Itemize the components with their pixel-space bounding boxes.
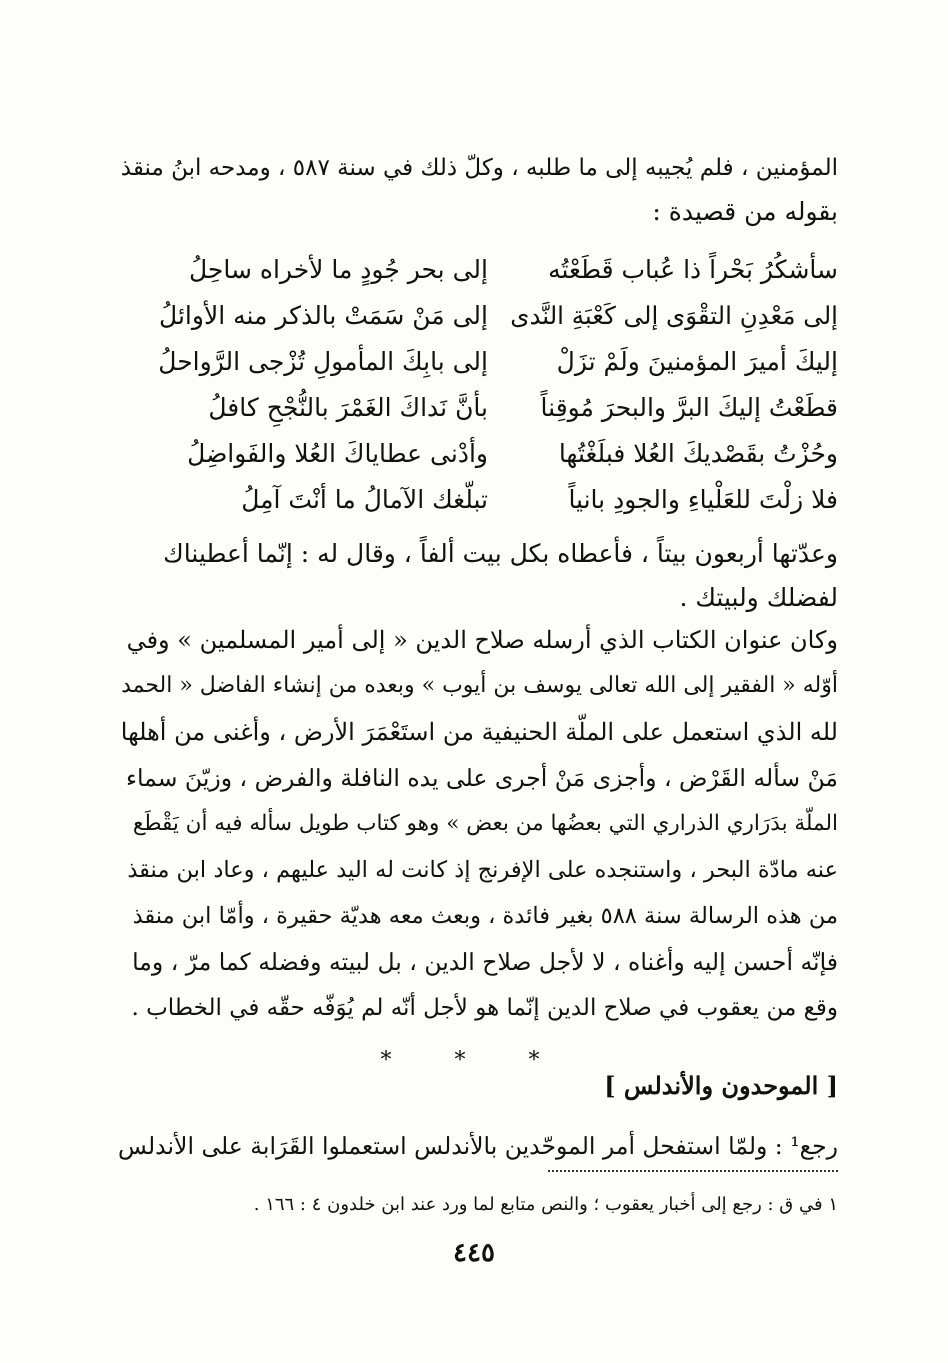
verse-second-hemistich: بأنَّ نَداكَ الغَمْرَ بالنُّجْحِ كافلُ <box>208 393 488 422</box>
verse-first-hemistich: وحُزْتُ بقَصْديكَ العُلا فبلَغْتُها <box>558 439 838 468</box>
verse-second-hemistich: إلى مَنْ سَمَتْ بالذكر منه الأوائلُ <box>159 301 488 330</box>
verse-second-hemistich: إلى بحر جُودٍ ما لأخراه ساحِلُ <box>188 255 488 284</box>
text-line: المؤمنين ، فلم يُجيبه إلى ما طلبه ، وكلّ ذلك في سنة ٥٨٧ ، ومدحه ابنُ منقذ <box>120 155 838 181</box>
section-heading: [ الموحدون والأندلس ] <box>604 1071 838 1100</box>
text-line: وكان عنوان الكتاب الذي أرسله صلاح الدين « إلى أمير المسلمين » وفي <box>126 626 838 654</box>
verse-line <box>138 250 838 296</box>
text-line: وقع من يعقوب في صلاح الدين إنّما هو لأجل أنّه لم يُوَفّه حقّه في الخطاب . <box>131 995 838 1021</box>
text-line: مَنْ سأله القَرْض ، وأجزى مَنْ أجرى على يده النافلة والفرض ، وزيّنَ سماء <box>125 764 838 792</box>
section-separator: * * * <box>380 1048 568 1073</box>
text-line: لفضلك ولبيتك . <box>679 583 838 612</box>
text-line: الملّة بدَرَاري الذراري التي بعضُها من بعض » وهو كتاب طويل سأله فيه أن يَقْطَع <box>132 811 838 836</box>
text-line: رجع¹ : ولمّا استفحل أمر الموحّدين بالأندلس استعملوا القَرَابة على الأندلس <box>118 1132 838 1160</box>
text-line: من هذه الرسالة سنة ٥٨٨ بغير فائدة ، وبعث معه هديّة حقيرة ، وأمّا ابن منقذ <box>132 903 838 929</box>
verse-line <box>138 296 838 342</box>
verse-first-hemistich: إلى مَعْدِنِ التقْوَى إلى كَعْبَةِ النَّدى <box>510 301 838 330</box>
poem <box>138 250 838 530</box>
verse-second-hemistich: تبلّغك الآمالُ ما أنْتَ آمِلُ <box>241 485 488 514</box>
verse-line <box>138 480 838 526</box>
verse-line <box>138 342 838 388</box>
verse-first-hemistich: إليكَ أميرَ المؤمنينَ ولَمْ تزَلْ <box>556 347 838 376</box>
verse-line <box>138 434 838 480</box>
text-line: لله الذي استعمل على الملّة الحنيفية من استَعْمَرَ الأرض ، وأغنى من أهلها <box>120 718 838 746</box>
page-number: ٤٤٥ <box>453 1238 495 1268</box>
verse-first-hemistich: قطَعْتُ إليكَ البرَّ والبحرَ مُوقِناً <box>540 393 838 422</box>
verse-first-hemistich: فلا زلْتَ للعَلْياءِ والجودِ بانياً <box>568 485 838 514</box>
text-line: أوّله « الفقير إلى الله تعالى يوسف بن أيوب » وبعده من إنشاء الفاضل « الحمد <box>121 673 838 698</box>
text-line: عنه مادّة البحر ، واستنجده على الإفرنج إذ كانت له اليد عليهم ، وعاد ابن منقذ <box>127 857 838 883</box>
verse-first-hemistich: سأشكُرُ بَحْراً ذا عُباب قَطَعْتُه <box>548 255 838 284</box>
footnote: ١ في ق : رجع إلى أخبار يعقوب ؛ والنص متابع لما ورد عند ابن خلدون ٤ : ١٦٦ . <box>253 1194 838 1215</box>
footnote-divider <box>548 1170 838 1172</box>
text-line: بقوله من قصيدة : <box>652 197 838 226</box>
text-line: وعدّتها أربعون بيتاً ، فأعطاه بكل بيت ألفاً ، وقال له : إنّما أعطيناك <box>163 539 838 568</box>
verse-second-hemistich: إلى بابِكَ المأمولِ تُزْجى الرَّواحلُ <box>158 347 488 376</box>
verse-line <box>138 388 838 434</box>
text-line: فإنّه أحسن إليه وأغناه ، لا لأجل صلاح الدين ، بل لبيته وفضله كما مرّ ، وما <box>132 948 838 976</box>
verse-second-hemistich: وأدْنى عطاياكَ العُلا والفَواضِلُ <box>187 439 488 468</box>
